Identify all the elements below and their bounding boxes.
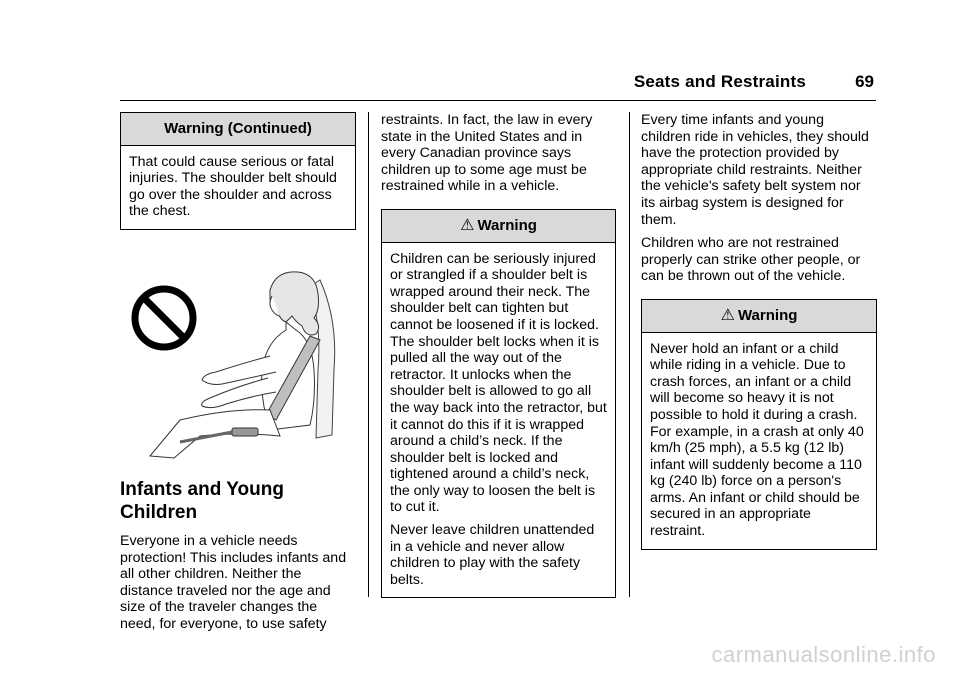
warning-text: Never hold an infant or a child while riding in a vehicle. Due to crash forces, an infant or a child will become so heavy it is not possible to hold it during a crash. For example, in a crash at only 40 km/h (25 mph), a 5.5 kg (12 lb) infant will suddenly become a 110 kg (240 lb) force on a person's arms. An infant or child should be secured in an appropriate restraint. <box>650 340 864 540</box>
warning-body <box>121 146 355 229</box>
page-number: 69 <box>855 72 874 91</box>
warning-body <box>382 243 615 598</box>
warning-box-hold-infant <box>641 299 877 550</box>
warning-text: Children can be seriously injured or strangled if a shoulder belt is wrapped around their neck. The shoulder belt can tighten but cannot be loosened if it is locked. The shoulder belt locks when it is pulled all the way out of the retractor. It unlocks when the shoulder belt is allowed to go all the way back into the retractor, but it cannot do this if it is wrapped around a child’s neck. If the shoulder belt is locked and tightened around a child’s neck, the only way to loosen the belt is to cut it. <box>390 250 607 516</box>
column-divider <box>629 112 630 597</box>
warning-title: Warning <box>477 216 537 234</box>
warning-heading <box>642 300 876 333</box>
law-paragraph: restraints. In fact, the law in every state in the United States and in every Canadian province says children up to some age must be restrained while in a vehicle. <box>381 112 593 195</box>
column-divider <box>368 112 369 597</box>
warning-continued-box <box>120 112 356 230</box>
warning-text: Never leave children unattended in a vehicle and never allow children to play with the safety belts. <box>390 522 595 588</box>
warning-title: Warning <box>737 306 798 324</box>
illustration-svg <box>120 260 356 460</box>
watermark: carmanualsonline.info <box>711 642 936 667</box>
column-2 <box>381 112 616 598</box>
child-restraint-paragraph: Every time infants and young children ride in vehicles, they should have the protection provided by appropriate child restraints. Neither the vehicle's safety belt system nor its airbag system is designed for them. <box>641 112 869 228</box>
child-belt-illustration <box>120 260 356 460</box>
warning-body <box>642 333 876 549</box>
column-1 <box>120 112 356 640</box>
warning-heading <box>382 210 615 243</box>
unrestrained-paragraph: Children who are not restrained properly can strike other people, or can be thrown out of the vehicle. <box>641 235 861 285</box>
page-header <box>120 70 876 101</box>
warning-triangle-icon: ⚠ <box>460 216 475 234</box>
section-heading: Infants and Young Children <box>120 478 284 523</box>
warning-box-strangle <box>381 209 616 598</box>
warning-heading: Warning (Continued) <box>121 113 355 146</box>
column-3 <box>641 112 877 550</box>
prohibition-icon <box>135 289 193 347</box>
section-title: Seats and Restraints <box>633 72 806 91</box>
intro-paragraph: Everyone in a vehicle needs protection! This includes infants and all other children. Neither the distance traveled nor the age and size of the traveler changes the need, for everyone, to use safety <box>120 532 347 632</box>
warning-text: That could cause serious or fatal injuries. The shoulder belt should go over the shoulder and across the chest. <box>129 153 337 220</box>
warning-triangle-icon: ⚠ <box>720 306 735 324</box>
